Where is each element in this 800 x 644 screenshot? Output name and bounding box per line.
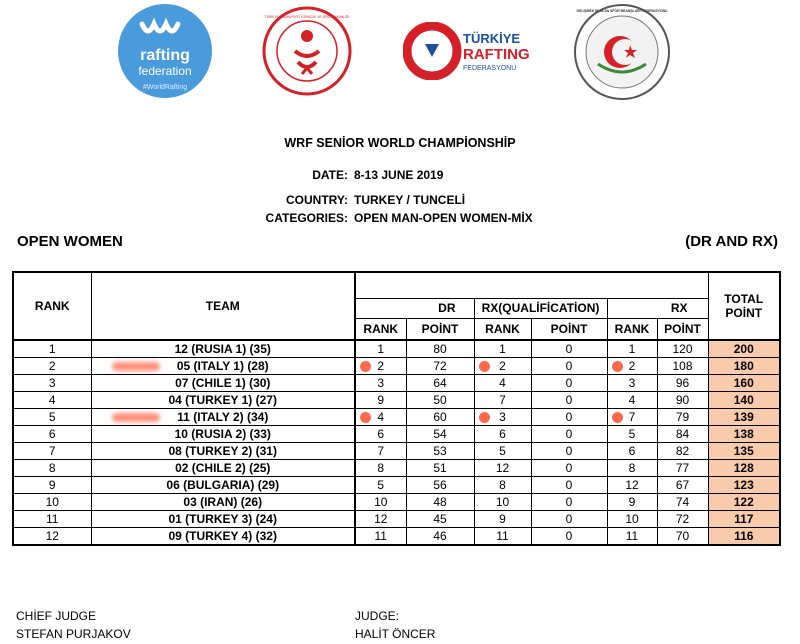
- table-row: [13, 528, 780, 546]
- turkiye-rafting-federasyonu-logo: [403, 22, 553, 80]
- chief-judge-name: STEFAN PURJAKOV: [16, 627, 131, 641]
- row-rxq-point: 0: [531, 443, 607, 460]
- row-dr-point: 72: [406, 358, 474, 375]
- row-total: 128: [708, 460, 780, 477]
- row-rxq-rank: [474, 409, 531, 426]
- row-rxq-rank: 1: [474, 340, 531, 358]
- row-team: [91, 358, 355, 375]
- date-label: DATE:: [312, 168, 348, 182]
- table-row: [13, 477, 780, 494]
- row-dr-point: 48: [406, 494, 474, 511]
- svg-text:FEDERASYONU: FEDERASYONU: [463, 65, 517, 72]
- highlight-dot-icon: [612, 361, 623, 372]
- header-dr-rank: RANK: [355, 319, 406, 340]
- svg-text:TÜRKİYE: TÜRKİYE: [463, 31, 521, 46]
- row-rx-rank: 3: [607, 375, 657, 392]
- country-label: COUNTRY:: [286, 193, 348, 207]
- svg-text:rafting: rafting: [140, 47, 190, 64]
- row-rx-point: 77: [657, 460, 708, 477]
- svg-text:federation: federation: [138, 64, 192, 78]
- row-rx-rank: 10: [607, 511, 657, 528]
- row-rxq-point: 0: [531, 392, 607, 409]
- row-team: 12 (RUSIA 1) (35): [91, 340, 355, 358]
- row-rx-point: 74: [657, 494, 708, 511]
- row-rank: 11: [13, 511, 91, 528]
- row-rxq-rank: 10: [474, 494, 531, 511]
- table-row: [13, 358, 780, 375]
- row-dr-rank: 5: [355, 477, 406, 494]
- highlight-dot-icon: [612, 412, 623, 423]
- logo-strip: [0, 0, 800, 108]
- row-total: 160: [708, 375, 780, 392]
- header-rxq-rank: RANK: [474, 319, 531, 340]
- row-total: 117: [708, 511, 780, 528]
- row-total: 180: [708, 358, 780, 375]
- row-team: [91, 409, 355, 426]
- row-rxq-rank: [474, 358, 531, 375]
- highlight-dot-icon: [479, 361, 490, 372]
- row-dr-point: 53: [406, 443, 474, 460]
- page-title: WRF SENİOR WORLD CHAMPİONSHİP: [284, 136, 516, 150]
- categories-value: OPEN MAN-OPEN WOMEN-MİX: [354, 211, 533, 225]
- header-rx-point: POİNT: [657, 319, 708, 340]
- header-dr-point: POİNT: [406, 319, 474, 340]
- row-rxq-rank: 5: [474, 443, 531, 460]
- row-rank: 1: [13, 340, 91, 358]
- row-total: 135: [708, 443, 780, 460]
- table-row: [13, 460, 780, 477]
- row-rxq-point: 0: [531, 494, 607, 511]
- row-dr-point: 46: [406, 528, 474, 546]
- chief-judge-block: [16, 607, 131, 643]
- row-rx-rank: 1: [607, 340, 657, 358]
- row-rx-rank: 12: [607, 477, 657, 494]
- svg-text:#WorldRafting: #WorldRafting: [142, 84, 188, 91]
- row-dr-rank: 8: [355, 460, 406, 477]
- row-rank: 12: [13, 528, 91, 546]
- row-rx-rank: 6: [607, 443, 657, 460]
- row-dr-rank: [355, 409, 406, 426]
- row-rxq-point: 0: [531, 426, 607, 443]
- row-total: 123: [708, 477, 780, 494]
- svg-text:GELİŞMEKTE OLAN SPOR BRANŞLARI: GELİŞMEKTE OLAN SPOR BRANŞLARI FEDERASYONU: [576, 9, 668, 13]
- row-rxq-rank: 7: [474, 392, 531, 409]
- row-rx-point: 79: [657, 409, 708, 426]
- row-total: 122: [708, 494, 780, 511]
- row-team: 10 (RUSIA 2) (33): [91, 426, 355, 443]
- table-row: [13, 392, 780, 409]
- chief-judge-label: CHİEF JUDGE: [16, 609, 97, 623]
- row-team: 04 (TURKEY 1) (27): [91, 392, 355, 409]
- row-rank: 5: [13, 409, 91, 426]
- row-rxq-rank: 9: [474, 511, 531, 528]
- row-rx-rank: [607, 409, 657, 426]
- row-dr-point: 45: [406, 511, 474, 528]
- section-title-left: OPEN WOMEN: [17, 233, 123, 250]
- row-team-label: 05 (ITALY 1) (28): [176, 359, 269, 373]
- row-rxq-rank: 6: [474, 426, 531, 443]
- row-rxq-point: 0: [531, 511, 607, 528]
- table-row: [13, 340, 780, 358]
- row-rx-point: 84: [657, 426, 708, 443]
- row-team: 06 (BULGARIA) (29): [91, 477, 355, 494]
- row-rx-point: 67: [657, 477, 708, 494]
- row-rxq-point: 0: [531, 528, 607, 546]
- row-total: 138: [708, 426, 780, 443]
- row-rx-rank: 11: [607, 528, 657, 546]
- row-total: 140: [708, 392, 780, 409]
- row-rxq-rank: 11: [474, 528, 531, 546]
- row-rxq-rank: 4: [474, 375, 531, 392]
- header-total-line2: POİNT: [725, 306, 763, 320]
- svg-text:TÜRKİYE CUMHURİYETİ GENÇLİK VE: TÜRKİYE CUMHURİYETİ GENÇLİK VE SPOR BAKANLIĞI: [264, 15, 350, 19]
- row-rx-point: 96: [657, 375, 708, 392]
- header-rx-rank: RANK: [607, 319, 657, 340]
- row-dr-point: 56: [406, 477, 474, 494]
- highlight-dot-icon: [360, 412, 371, 423]
- row-rank: 4: [13, 392, 91, 409]
- header-rx: RX: [607, 298, 708, 319]
- row-rx-point: 120: [657, 340, 708, 358]
- row-team: 02 (CHILE 2) (25): [91, 460, 355, 477]
- row-rxq-rank-value: 2: [499, 359, 506, 373]
- row-rx-rank-value: 2: [628, 359, 636, 373]
- row-dr-point: 50: [406, 392, 474, 409]
- table-row: [13, 443, 780, 460]
- header-rank: RANK: [13, 272, 91, 340]
- row-rx-point: 72: [657, 511, 708, 528]
- row-team: 03 (IRAN) (26): [91, 494, 355, 511]
- row-rxq-point: 0: [531, 340, 607, 358]
- country-row: [0, 193, 800, 209]
- row-team: 07 (CHILE 1) (30): [91, 375, 355, 392]
- header-rx-qualification: RX(QUALİFİCATİON): [474, 298, 607, 319]
- categories-label: CATEGORIES:: [265, 211, 348, 225]
- row-dr-rank: 1: [355, 340, 406, 358]
- header-blank-band: [355, 272, 708, 298]
- header-team: TEAM: [91, 272, 355, 340]
- row-rx-rank: [607, 358, 657, 375]
- row-rx-rank: 8: [607, 460, 657, 477]
- row-rxq-point: 0: [531, 409, 607, 426]
- row-rank: 6: [13, 426, 91, 443]
- row-team: 01 (TURKEY 3) (24): [91, 511, 355, 528]
- row-rx-point: 108: [657, 358, 708, 375]
- row-rx-rank: 9: [607, 494, 657, 511]
- row-dr-rank-value: 2: [377, 359, 385, 373]
- row-team: 08 (TURKEY 2) (31): [91, 443, 355, 460]
- row-dr-rank: 9: [355, 392, 406, 409]
- judge-name: HALİT ÖNCER: [355, 627, 436, 641]
- row-rx-rank-value: 7: [628, 410, 636, 424]
- row-team: 09 (TURKEY 4) (32): [91, 528, 355, 546]
- row-dr-rank: 6: [355, 426, 406, 443]
- highlight-dot-icon: [479, 412, 490, 423]
- gelismekte-olan-spor-branslari-logo: [570, 2, 674, 102]
- turkish-ministry-logo: [262, 6, 352, 96]
- row-team-label: 11 (ITALY 2) (34): [177, 410, 269, 424]
- row-total: 139: [708, 409, 780, 426]
- world-rafting-federation-logo: [112, 2, 218, 100]
- row-dr-rank-value: 4: [377, 410, 385, 424]
- header-total: [708, 272, 780, 340]
- date-value: 8-13 JUNE 2019: [354, 168, 444, 182]
- row-dr-rank: 12: [355, 511, 406, 528]
- row-dr-point: 51: [406, 460, 474, 477]
- results-table: [12, 271, 781, 546]
- row-rxq-point: 0: [531, 477, 607, 494]
- row-rx-rank: 5: [607, 426, 657, 443]
- svg-text:RAFTING: RAFTING: [463, 46, 530, 63]
- row-total: 200: [708, 340, 780, 358]
- row-rank: 9: [13, 477, 91, 494]
- date-row: [0, 168, 800, 184]
- country-value: TURKEY / TUNCELİ: [354, 193, 466, 207]
- row-rxq-rank: 8: [474, 477, 531, 494]
- judge-block: [355, 607, 435, 643]
- table-row: [13, 511, 780, 528]
- header-dr: DR: [355, 298, 474, 319]
- table-row: [13, 494, 780, 511]
- row-rx-point: 82: [657, 443, 708, 460]
- row-rx-point: 70: [657, 528, 708, 546]
- row-dr-point: 64: [406, 375, 474, 392]
- row-dr-rank: [355, 358, 406, 375]
- row-dr-point: 60: [406, 409, 474, 426]
- redaction-mark: [112, 413, 160, 422]
- row-dr-rank: 11: [355, 528, 406, 546]
- row-rx-rank: 4: [607, 392, 657, 409]
- section-title-right: (DR AND RX): [685, 233, 778, 250]
- table-row: [13, 375, 780, 392]
- header-rxq-point: POİNT: [531, 319, 607, 340]
- row-rank: 8: [13, 460, 91, 477]
- row-total: 116: [708, 528, 780, 546]
- row-dr-point: 54: [406, 426, 474, 443]
- row-rank: 10: [13, 494, 91, 511]
- row-dr-point: 80: [406, 340, 474, 358]
- row-rank: 7: [13, 443, 91, 460]
- row-rxq-point: 0: [531, 358, 607, 375]
- row-rxq-point: 0: [531, 375, 607, 392]
- row-rxq-rank-value: 3: [499, 410, 506, 424]
- header-total-line1: TOTAL: [724, 292, 764, 306]
- row-dr-rank: 10: [355, 494, 406, 511]
- row-rank: 2: [13, 358, 91, 375]
- table-row: [13, 409, 780, 426]
- redaction-mark: [112, 362, 160, 371]
- row-rxq-point: 0: [531, 460, 607, 477]
- row-rxq-rank: 12: [474, 460, 531, 477]
- highlight-dot-icon: [360, 361, 371, 372]
- row-dr-rank: 7: [355, 443, 406, 460]
- row-rx-point: 90: [657, 392, 708, 409]
- row-rank: 3: [13, 375, 91, 392]
- judge-label: JUDGE:: [355, 609, 400, 623]
- categories-row: [0, 211, 800, 227]
- table-row: [13, 426, 780, 443]
- row-dr-rank: 3: [355, 375, 406, 392]
